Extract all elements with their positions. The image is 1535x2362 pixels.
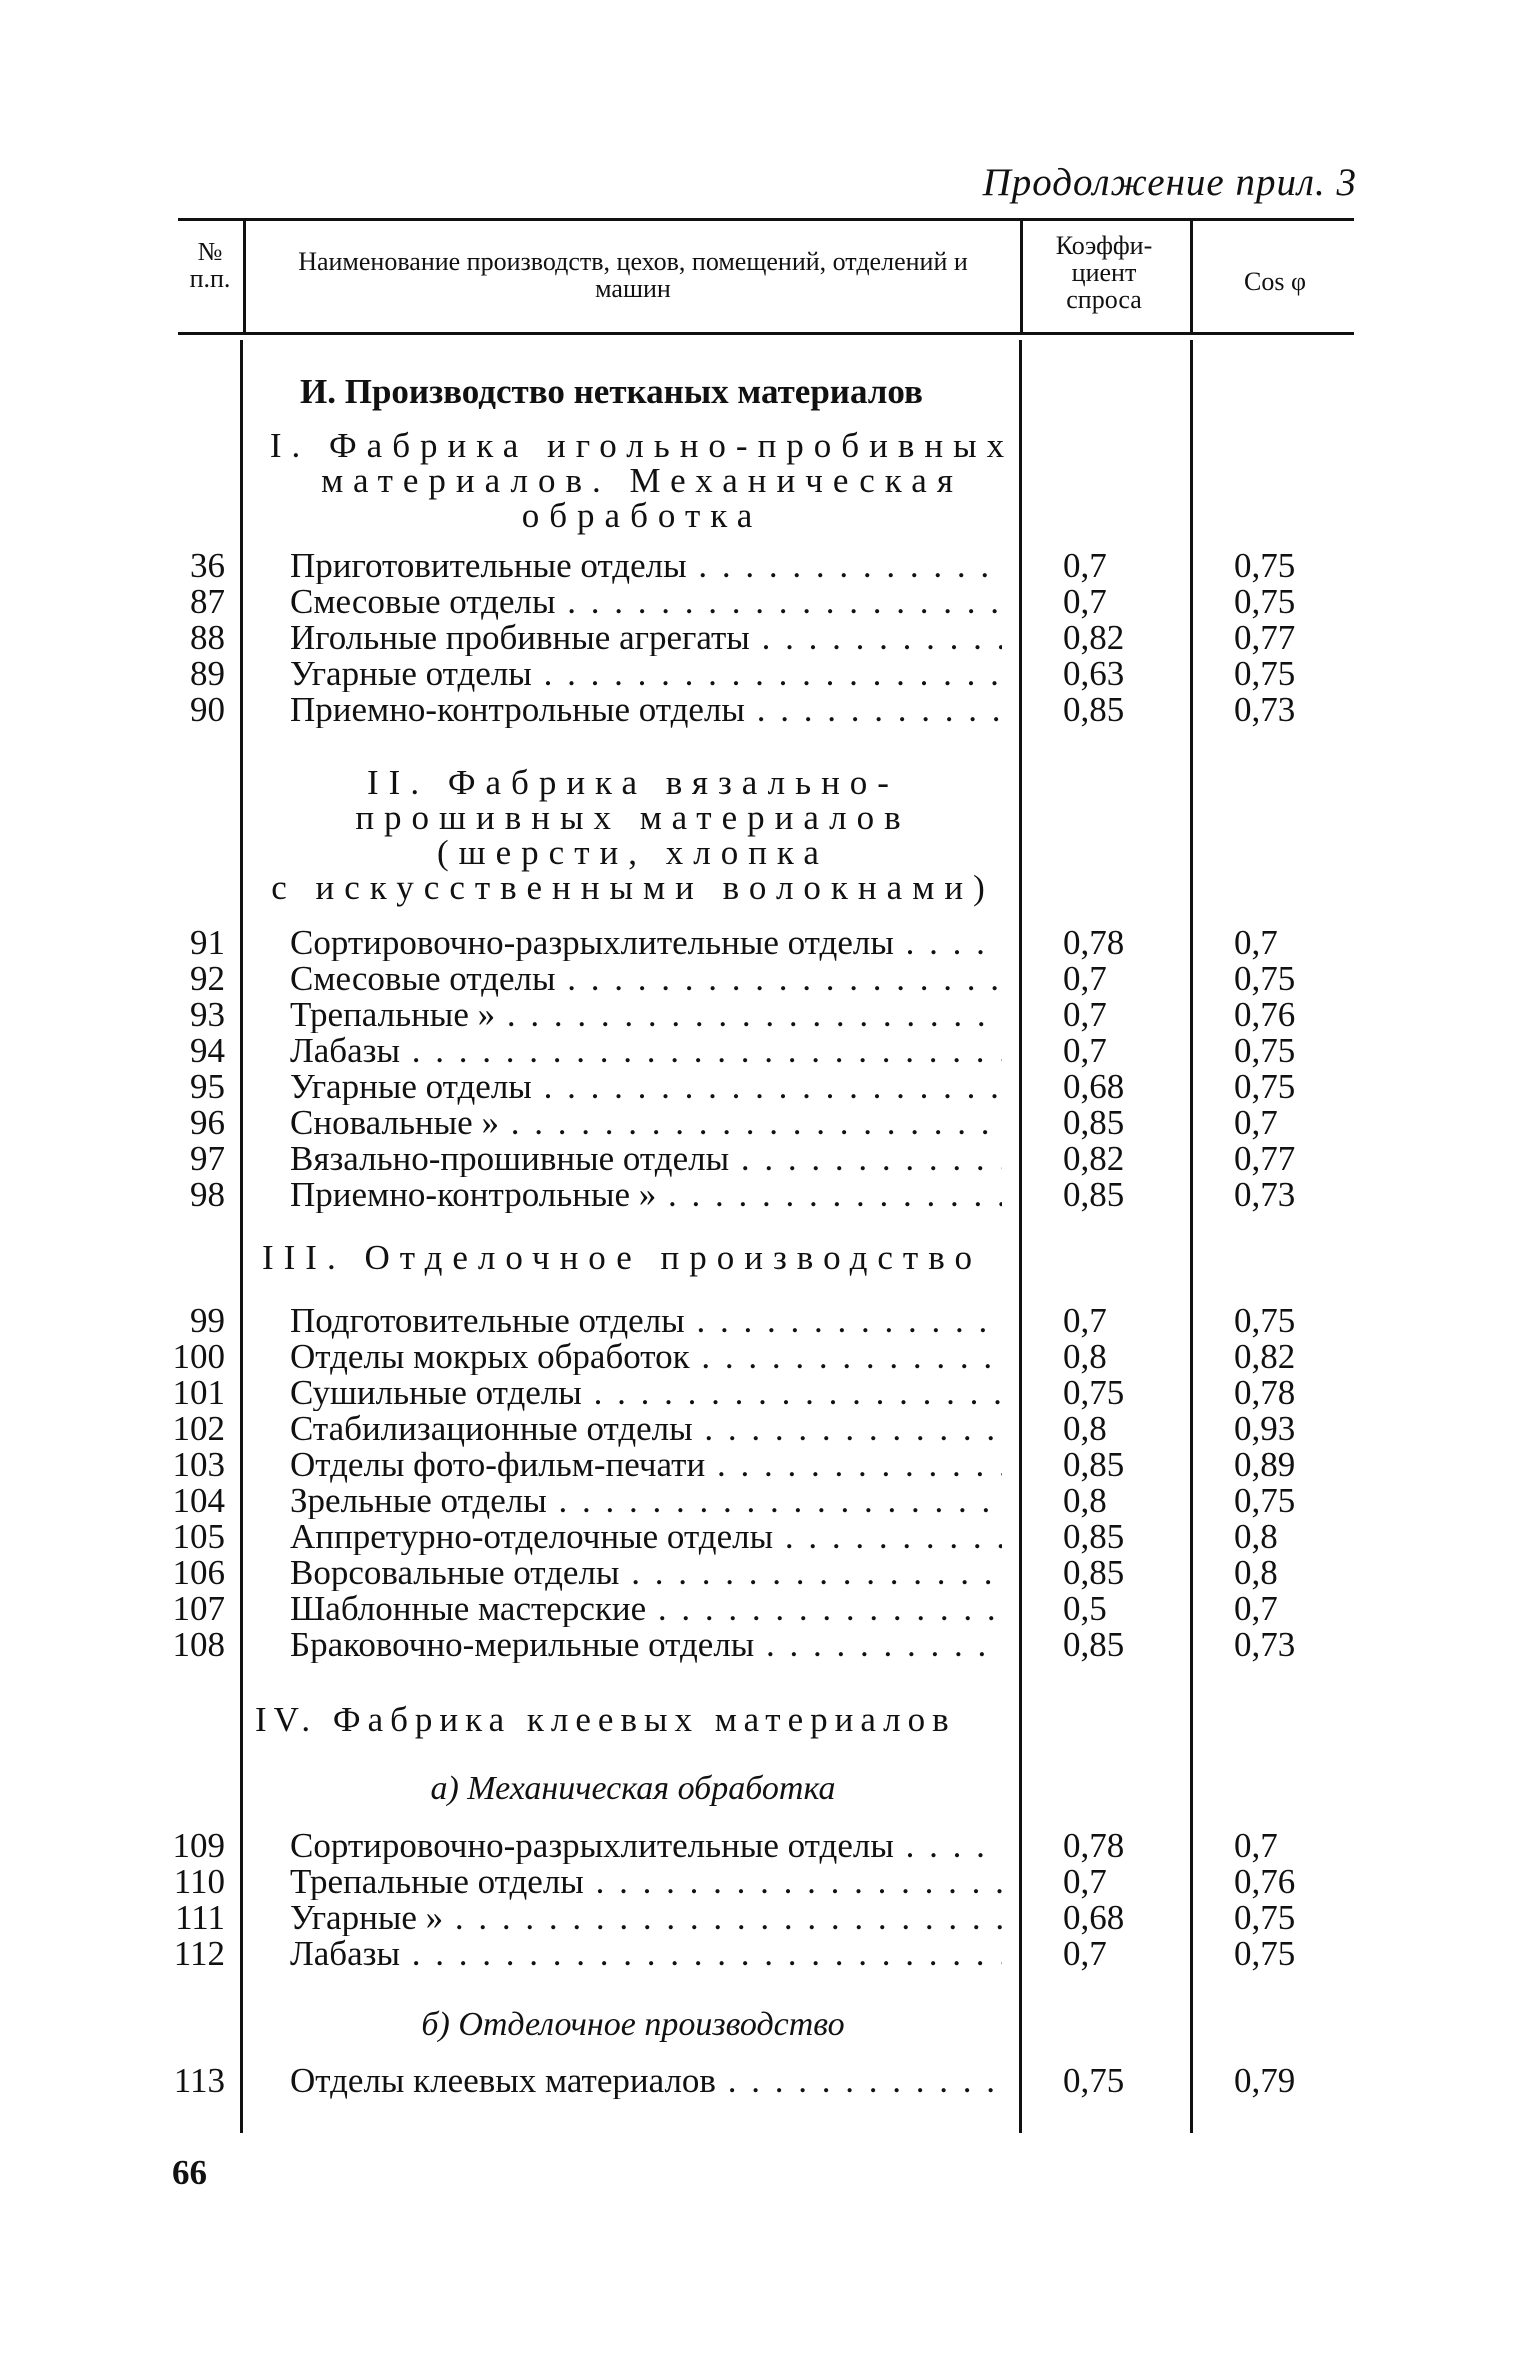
row-name: Сновальные » . . .	[290, 1105, 1002, 1141]
row-name: Приемно-контрольные отделы . . .	[290, 692, 1002, 728]
demand-coefficient: 0,68	[1063, 1067, 1125, 1106]
section-2-title-line-4: с искусственными волокнами)	[271, 868, 995, 907]
demand-coefficient: 0,7	[1063, 959, 1107, 998]
header-name: Наименование производств, цехов, помещений, отделений и машин	[298, 247, 968, 303]
cos-phi-value: 0,75	[1234, 1481, 1296, 1520]
table-row	[0, 1411, 1535, 1447]
demand-coefficient: 0,78	[1063, 923, 1125, 962]
row-number: 104	[172, 1481, 225, 1520]
row-name: Смесовые отделы . . .	[290, 961, 1002, 997]
page-number: 66	[172, 2153, 207, 2192]
row-number: 90	[190, 690, 225, 729]
row-number: 108	[172, 1625, 225, 1664]
row-name: Трепальные отделы . . .	[290, 1864, 1002, 1900]
row-number: 111	[175, 1898, 225, 1937]
row-number: 112	[173, 1934, 225, 1973]
cos-phi-value: 0,75	[1234, 959, 1296, 998]
header-demand-coefficient: Коэффи- циент спроса	[1055, 231, 1153, 314]
cos-phi-value: 0,75	[1234, 654, 1296, 693]
table-row	[0, 1627, 1535, 1663]
table-row	[0, 1339, 1535, 1375]
row-number: 95	[190, 1067, 225, 1106]
subsection-4b-title: б) Отделочное производство	[421, 2006, 845, 2043]
cos-phi-value: 0,73	[1234, 1175, 1296, 1214]
cos-phi-value: 0,8	[1234, 1553, 1278, 1592]
section-2-title-line-3: (шерсти, хлопка	[437, 833, 829, 872]
table-row	[0, 1864, 1535, 1900]
subsection-4a-title: а) Механическая обработка	[430, 1770, 836, 1807]
demand-coefficient: 0,7	[1063, 546, 1107, 585]
demand-coefficient: 0,82	[1063, 1139, 1125, 1178]
demand-coefficient: 0,7	[1063, 1301, 1107, 1340]
cos-phi-value: 0,75	[1234, 1301, 1296, 1340]
cos-phi-value: 0,75	[1234, 1031, 1296, 1070]
demand-coefficient: 0,5	[1063, 1589, 1107, 1628]
row-name: Лабазы . . .	[290, 1936, 1002, 1972]
demand-coefficient: 0,7	[1063, 1934, 1107, 1973]
cos-phi-value: 0,77	[1234, 618, 1296, 657]
demand-coefficient: 0,85	[1063, 1175, 1125, 1214]
demand-coefficient: 0,7	[1063, 1031, 1107, 1070]
header-top-rule	[178, 218, 1354, 221]
demand-coefficient: 0,8	[1063, 1409, 1107, 1448]
demand-coefficient: 0,68	[1063, 1898, 1125, 1937]
table-row	[0, 1900, 1535, 1936]
demand-coefficient: 0,8	[1063, 1481, 1107, 1520]
table-row	[0, 1555, 1535, 1591]
row-number: 87	[190, 582, 225, 621]
table-row	[0, 548, 1535, 584]
demand-coefficient: 0,7	[1063, 1862, 1107, 1901]
row-name: Угарные отделы . . .	[290, 1069, 1002, 1105]
demand-coefficient: 0,78	[1063, 1826, 1125, 1865]
row-name: Приготовительные отделы . . .	[290, 548, 1002, 584]
table-row	[0, 1483, 1535, 1519]
cos-phi-value: 0,75	[1234, 582, 1296, 621]
demand-coefficient: 0,85	[1063, 690, 1125, 729]
demand-coefficient: 0,85	[1063, 1445, 1125, 1484]
row-number: 106	[172, 1553, 225, 1592]
row-number: 93	[190, 995, 225, 1034]
table-row	[0, 1447, 1535, 1483]
cos-phi-value: 0,7	[1234, 1589, 1278, 1628]
cos-phi-value: 0,77	[1234, 1139, 1296, 1178]
row-name: Отделы мокрых обработок . . .	[290, 1339, 1002, 1375]
section-2-title-line-1: II. Фабрика вязально-	[367, 763, 899, 802]
row-name: Лабазы . . .	[290, 1033, 1002, 1069]
row-number: 94	[190, 1031, 225, 1070]
table-row	[0, 1303, 1535, 1339]
table-row	[0, 997, 1535, 1033]
cos-phi-value: 0,73	[1234, 690, 1296, 729]
demand-coefficient: 0,85	[1063, 1517, 1125, 1556]
demand-coefficient: 0,85	[1063, 1625, 1125, 1664]
row-name: Сушильные отделы . . .	[290, 1375, 1002, 1411]
row-number: 91	[190, 923, 225, 962]
demand-coefficient: 0,7	[1063, 995, 1107, 1034]
table-row	[0, 1141, 1535, 1177]
row-name: Сортировочно-разрыхлительные отделы . . .	[290, 1828, 1002, 1864]
row-name: Смесовые отделы . . .	[290, 584, 1002, 620]
demand-coefficient: 0,75	[1063, 1373, 1125, 1412]
cos-phi-value: 0,7	[1234, 923, 1278, 962]
cos-phi-value: 0,93	[1234, 1409, 1296, 1448]
main-section-title: И. Производство нетканых материалов	[300, 372, 923, 411]
cos-phi-value: 0,75	[1234, 1067, 1296, 1106]
table-row	[0, 620, 1535, 656]
row-name: Ворсовальные отделы . . .	[290, 1555, 1002, 1591]
row-number: 110	[173, 1862, 225, 1901]
row-name: Трепальные » . . .	[290, 997, 1002, 1033]
row-number: 36	[190, 546, 225, 585]
row-number: 103	[172, 1445, 225, 1484]
row-number: 96	[190, 1103, 225, 1142]
cos-phi-value: 0,75	[1234, 1934, 1296, 1973]
table-row	[0, 1033, 1535, 1069]
continuation-title: Продолжение прил. 3	[982, 161, 1357, 204]
cos-phi-value: 0,7	[1234, 1826, 1278, 1865]
cos-phi-value: 0,76	[1234, 995, 1296, 1034]
row-name: Приемно-контрольные » . . .	[290, 1177, 1002, 1213]
row-number: 109	[172, 1826, 225, 1865]
row-name: Вязально-прошивные отделы . . .	[290, 1141, 1002, 1177]
row-name: Отделы фото-фильм-печати . . .	[290, 1447, 1002, 1483]
row-name: Сортировочно-разрыхлительные отделы . . .	[290, 925, 1002, 961]
row-number: 105	[172, 1517, 225, 1556]
row-number: 97	[190, 1139, 225, 1178]
row-name: Угарные » . . .	[290, 1900, 1002, 1936]
table-row	[0, 2063, 1535, 2099]
table-row	[0, 961, 1535, 997]
table-row	[0, 1519, 1535, 1555]
demand-coefficient: 0,75	[1063, 2061, 1125, 2100]
section-4-title: IV. Фабрика клеевых материалов	[255, 1700, 956, 1739]
section-2-title-line-2: прошивных материалов	[355, 798, 911, 837]
header-divider-2	[1020, 221, 1023, 332]
row-name: Браковочно-мерильные отделы . . .	[290, 1627, 1002, 1663]
cos-phi-value: 0,8	[1234, 1517, 1278, 1556]
row-name: Зрельные отделы . . .	[290, 1483, 1002, 1519]
cos-phi-value: 0,75	[1234, 546, 1296, 585]
row-name: Игольные пробивные агрегаты . . .	[290, 620, 1002, 656]
header-divider-3	[1190, 221, 1193, 332]
cos-phi-value: 0,76	[1234, 1862, 1296, 1901]
table-row	[0, 1105, 1535, 1141]
table-row	[0, 692, 1535, 728]
header-bottom-rule	[178, 332, 1354, 335]
row-name: Аппретурно-отделочные отделы . . .	[290, 1519, 1002, 1555]
table-row	[0, 1828, 1535, 1864]
row-number: 102	[172, 1409, 225, 1448]
header-cos-phi: Cos φ	[1244, 267, 1306, 296]
header-num: № п.п.	[189, 237, 231, 293]
cos-phi-value: 0,79	[1234, 2061, 1296, 2100]
row-number: 113	[173, 2061, 225, 2100]
cos-phi-value: 0,73	[1234, 1625, 1296, 1664]
cos-phi-value: 0,82	[1234, 1337, 1296, 1376]
row-number: 107	[172, 1589, 225, 1628]
table-row	[0, 1375, 1535, 1411]
table-row	[0, 1591, 1535, 1627]
row-name: Угарные отделы . . .	[290, 656, 1002, 692]
table-row	[0, 1069, 1535, 1105]
row-number: 101	[172, 1373, 225, 1412]
cos-phi-value: 0,75	[1234, 1898, 1296, 1937]
row-number: 92	[190, 959, 225, 998]
section-1-title: I. Фабрика игольно-пробивных материалов. Механическая обработка	[269, 426, 1015, 535]
demand-coefficient: 0,85	[1063, 1103, 1125, 1142]
demand-coefficient: 0,82	[1063, 618, 1125, 657]
row-number: 99	[190, 1301, 225, 1340]
demand-coefficient: 0,85	[1063, 1553, 1125, 1592]
demand-coefficient: 0,8	[1063, 1337, 1107, 1376]
cos-phi-value: 0,78	[1234, 1373, 1296, 1412]
row-number: 98	[190, 1175, 225, 1214]
row-name: Отделы клеевых материалов . . .	[290, 2063, 1002, 2099]
row-name: Шаблонные мастерские . . .	[290, 1591, 1002, 1627]
row-number: 89	[190, 654, 225, 693]
demand-coefficient: 0,63	[1063, 654, 1125, 693]
demand-coefficient: 0,7	[1063, 582, 1107, 621]
table-row	[0, 1936, 1535, 1972]
table-row	[0, 584, 1535, 620]
row-name: Подготовительные отделы . . .	[290, 1303, 1002, 1339]
cos-phi-value: 0,7	[1234, 1103, 1278, 1142]
table-row	[0, 925, 1535, 961]
header-divider-1	[243, 221, 246, 332]
table-row	[0, 656, 1535, 692]
cos-phi-value: 0,89	[1234, 1445, 1296, 1484]
row-number: 100	[172, 1337, 225, 1376]
table-row	[0, 1177, 1535, 1213]
row-number: 88	[190, 618, 225, 657]
section-3-title: III. Отделочное производство	[262, 1238, 983, 1277]
row-name: Стабилизационные отделы . . .	[290, 1411, 1002, 1447]
